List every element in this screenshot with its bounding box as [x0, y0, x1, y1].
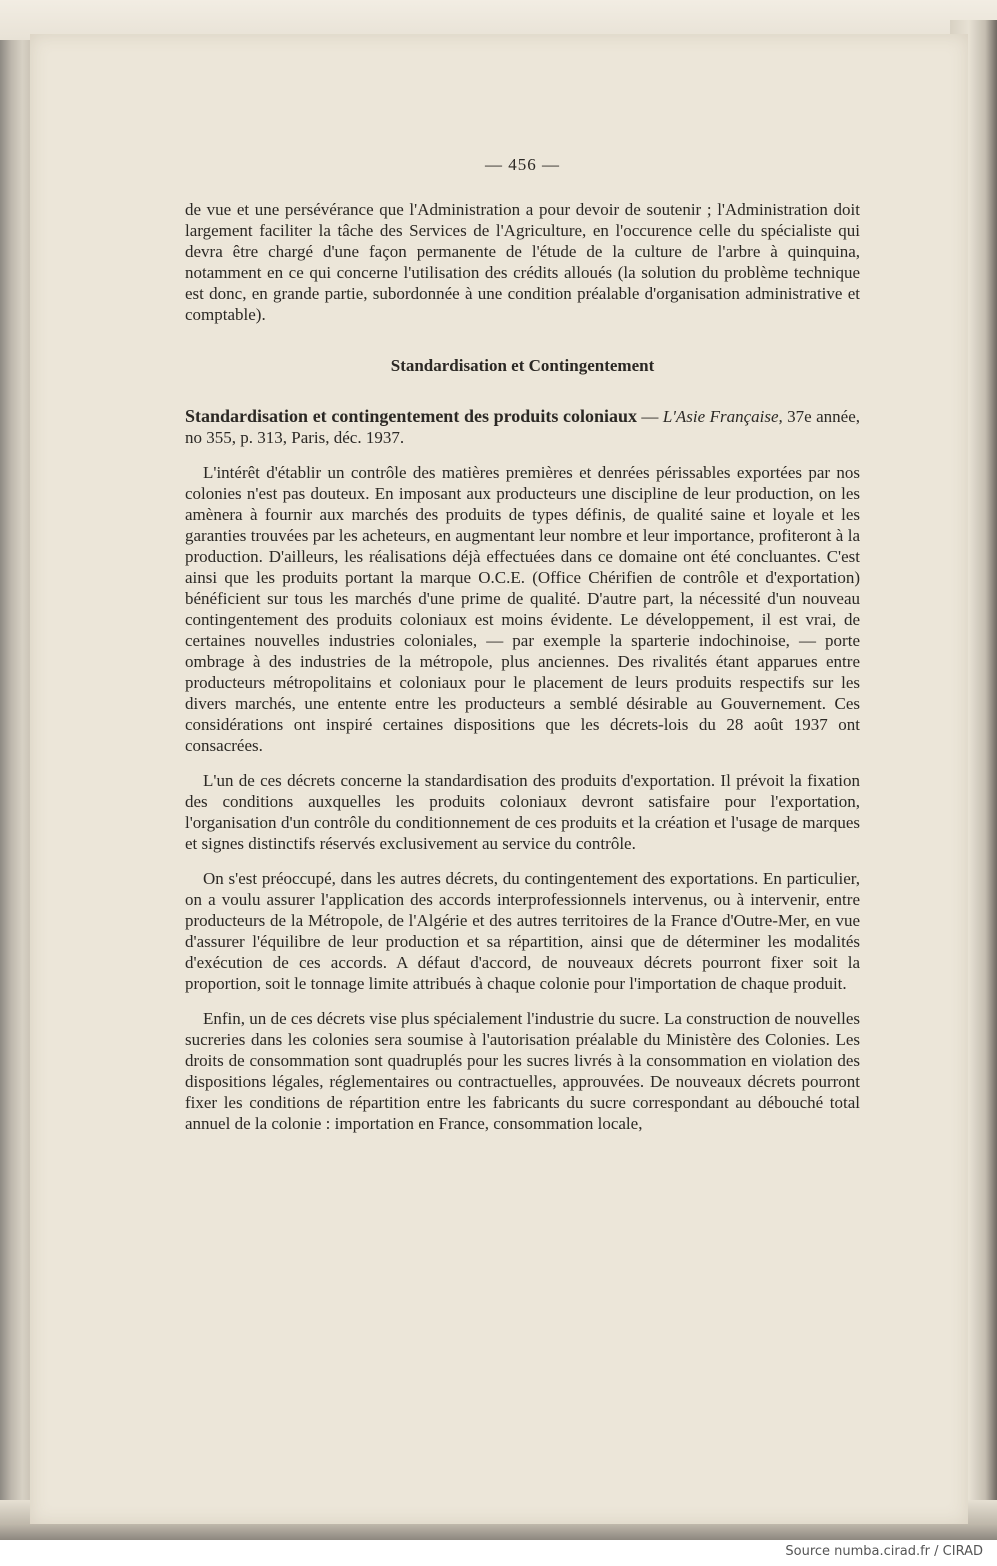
- reference-details: 37e année, no 355, p. 313, Paris, déc. 1937.: [185, 407, 861, 447]
- page-number: — 456 —: [485, 155, 560, 174]
- body-paragraph-1: L'intérêt d'établir un contrôle des matières premières et denrées périssables exportées par nos colonies n'est pas douteux. En imposant aux producteurs une discipline de leur production, on les amènera à fournir aux marchés des produits de types définis, de qualité saine et loyale et les garanties trouvées par les acheteurs, en augmentant leur nombre et leur importance, profiteront à la production. D'ailleurs, les réalisations déjà effectuées dans ce domaine ont été concluantes. C'est ainsi que les produits portant la marque O.C.E. (Office Chérifien de contrôle et d'exportation) bénéficient sur tous les marchés d'une prime de qualité. D'autre part, la nécessité d'un nouveau contingentement des produits coloniaux est moins évidente. Le développement, il est vrai, de certaines nouvelles industries coloniales, — par exemple la sparterie indochinoise, — porte ombrage à des industries de la métropole, plus anciennes. Des rivalités étant apparues entre producteurs métropolitains et coloniaux pour le placement de leurs produits respectifs sur les divers marchés, une entente entre les producteurs a semblé désirable au Gouvernement. Ces considérations ont inspiré certaines dispositions que les décrets-lois du 28 août 1937 ont consacrées.: [185, 463, 860, 755]
- reference-title: Standardisation et contingentement des produits coloniaux: [185, 406, 637, 426]
- reference-journal: L'Asie Française,: [662, 407, 783, 426]
- page-content: [185, 150, 860, 1134]
- body-paragraph-4: Enfin, un de ces décrets vise plus spécialement l'industrie du sucre. La construction de nouvelles sucreries dans les colonies sera soumise à l'autorisation préalable du Ministère des Colonies. Les droits de consommation sont quadruplés pour les sucres livrés à la consommation en violation des dispositions légales, réglementaires ou contractuelles, approuvées. De nouveaux décrets pourront fixer les conditions de répartition entre les fabricants du sucre correspondant au débouché total annuel de la colonie : importation en France, consommation locale,: [185, 1009, 860, 1133]
- reference-dash: —: [637, 407, 663, 426]
- section-heading: Standardisation et Contingentement: [390, 356, 655, 375]
- source-caption: Source numba.cirad.fr / CIRAD: [785, 1544, 983, 1559]
- body-paragraph-3: On s'est préoccupé, dans les autres décrets, du contingentement des exportations. En particulier, on a voulu assurer l'application des accords interprofessionnels intervenus, ou à intervenir, entre producteurs de la Métropole, de l'Algérie et des autres territoires de la France d'Outre-Mer, en vue d'assurer l'équilibre de leur production et sa répartition, ainsi que de déterminer les modalités d'exécution de ces accords. A défaut d'accord, de nouveaux décrets pourront fixer soit la proportion, soit le tonnage limite attribués à chaque colonie pour l'importation de chaque produit.: [185, 869, 860, 993]
- opening-paragraph: de vue et une persévérance que l'Administration a pour devoir de soutenir ; l'Administration doit largement faciliter la tâche des Services de l'Agriculture, en l'occurence celle du spécialiste qui devra être chargé d'une façon permanente de l'étude de la culture de l'arbre à quinquina, notamment en ce qui concerne l'utilisation des crédits alloués (la solution du problème technique est donc, en grande partie, subordonnée à une condition préalable d'organisation administrative et comptable).: [185, 200, 860, 324]
- left-page-edges: [0, 0, 32, 1540]
- reference-citation: [185, 406, 860, 448]
- body-paragraph-2: L'un de ces décrets concerne la standardisation des produits d'exportation. Il prévoit la fixation des conditions auxquelles les produits coloniaux devront satisfaire pour l'exportation, l'organisation d'un contrôle du conditionnement de ces produits et la création et l'usage de marques et signes distinctifs réservés exclusivement au service du contrôle.: [185, 771, 860, 853]
